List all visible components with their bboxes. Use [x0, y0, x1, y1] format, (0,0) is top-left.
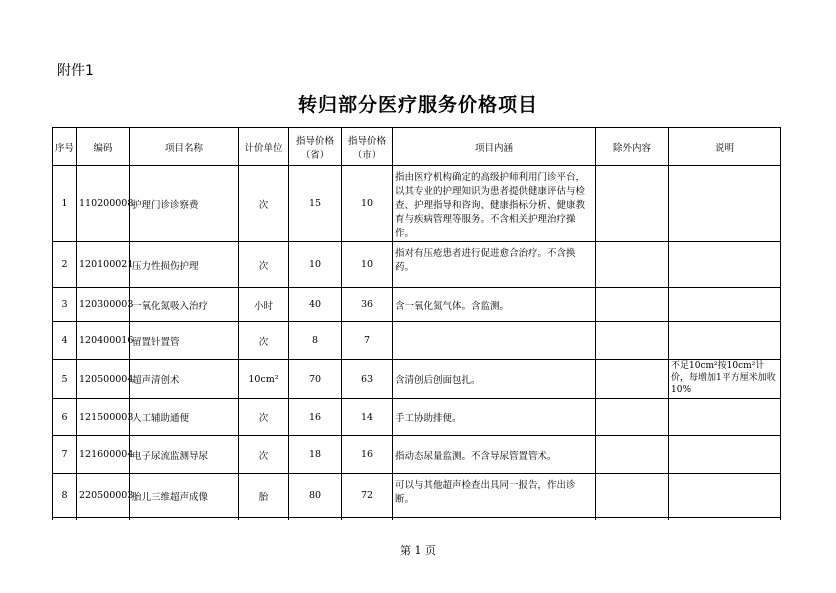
cell-unit: 次 — [239, 399, 289, 436]
cell-price-province: 8 — [289, 322, 342, 360]
cell-notes — [669, 474, 781, 518]
cell-unit: 次 — [239, 436, 289, 474]
cell-exclusions — [596, 399, 669, 436]
cell-notes — [669, 322, 781, 360]
cell-content: 含一氧化氮气体。含监测。 — [393, 288, 596, 322]
cell-seq: 4 — [53, 322, 77, 360]
cell-price-province: 80 — [289, 474, 342, 518]
header-code: 编码 — [77, 128, 130, 166]
cell-price-province: 40 — [289, 288, 342, 322]
cell-code: 120100021 — [77, 242, 130, 288]
cell-price-city: 16 — [342, 436, 393, 474]
header-exclusions: 除外内容 — [596, 128, 669, 166]
table-row — [53, 288, 781, 322]
cell-content: 含清创后创面包扎。 — [393, 360, 596, 399]
cell-price-city: 36 — [342, 288, 393, 322]
cell-name: 人工辅助通便 — [130, 399, 239, 436]
cell-content: 指由医疗机构确定的高级护师利用门诊平台，以其专业的护理知识为患者提供健康评估与检查、护理指导和咨询、健康指标分析、健康教育与疾病管理等服务。不含相关护理治疗操作。 — [393, 166, 596, 242]
cell-notes: 不足10cm²按10cm²计价，每增加1平方厘米加收10% — [669, 360, 781, 399]
cell-exclusions — [596, 166, 669, 242]
header-notes: 说明 — [669, 128, 781, 166]
cell-price-city: 10 — [342, 242, 393, 288]
table-row — [53, 436, 781, 474]
header-content: 项目内涵 — [393, 128, 596, 166]
cell-exclusions — [596, 288, 669, 322]
cell-code: 120400016 — [77, 322, 130, 360]
header-price-province: 指导价格（省） — [289, 128, 342, 166]
page-number: 第 1 页 — [400, 544, 436, 557]
cell-name: 压力性损伤护理 — [130, 242, 239, 288]
price-table — [52, 127, 781, 520]
cell-exclusions — [596, 436, 669, 474]
attachment-label: 附件1 — [57, 63, 94, 79]
cell-content: 指动态尿量监测。不含导尿管置管术。 — [393, 436, 596, 474]
cell-unit: 次 — [239, 322, 289, 360]
cell-seq: 6 — [53, 399, 77, 436]
table-row — [53, 399, 781, 436]
cell-seq: 2 — [53, 242, 77, 288]
cell-notes — [669, 166, 781, 242]
cell-price-city: 72 — [342, 474, 393, 518]
cell-unit: 10cm² — [239, 360, 289, 399]
cell-unit: 小时 — [239, 288, 289, 322]
document-title: 转归部分医疗服务价格项目 — [297, 94, 538, 116]
cell-seq: 8 — [53, 474, 77, 518]
cell-content: 手工协助排便。 — [393, 399, 596, 436]
cell-code: 220500003 — [77, 474, 130, 518]
table-cut-row — [53, 518, 781, 521]
header-price-city: 指导价格（市） — [342, 128, 393, 166]
table-row — [53, 242, 781, 288]
cell-unit: 次 — [239, 166, 289, 242]
cell-name: 超声清创术 — [130, 360, 239, 399]
cell-price-province: 16 — [289, 399, 342, 436]
cell-seq: 5 — [53, 360, 77, 399]
cell-notes — [669, 288, 781, 322]
cell-name: 胎儿三维超声成像 — [130, 474, 239, 518]
cell-seq: 7 — [53, 436, 77, 474]
cell-seq: 1 — [53, 166, 77, 242]
cell-notes — [669, 242, 781, 288]
cell-exclusions — [596, 474, 669, 518]
cell-code: 121500003 — [77, 399, 130, 436]
table-row — [53, 166, 781, 242]
cell-content — [393, 322, 596, 360]
cell-exclusions — [596, 322, 669, 360]
cell-price-city: 10 — [342, 166, 393, 242]
cell-price-province: 70 — [289, 360, 342, 399]
cell-code: 110200008 — [77, 166, 130, 242]
header-seq: 序号 — [53, 128, 77, 166]
cell-code: 120500004 — [77, 360, 130, 399]
cell-price-city: 7 — [342, 322, 393, 360]
table-row — [53, 322, 781, 360]
cell-seq: 3 — [53, 288, 77, 322]
cell-code: 120300003 — [77, 288, 130, 322]
cell-exclusions — [596, 242, 669, 288]
cell-code: 121600004 — [77, 436, 130, 474]
cell-name: 一氧化氮吸入治疗 — [130, 288, 239, 322]
cell-content: 指对有压疮患者进行促进愈合治疗。不含换药。 — [393, 242, 596, 288]
table-row — [53, 360, 781, 399]
cell-price-province: 18 — [289, 436, 342, 474]
cell-price-province: 15 — [289, 166, 342, 242]
table-header-row — [53, 128, 781, 166]
cell-content: 可以与其他超声检查出具同一报告，作出诊断。 — [393, 474, 596, 518]
header-unit: 计价单位 — [239, 128, 289, 166]
cell-unit: 胎 — [239, 474, 289, 518]
cell-exclusions — [596, 360, 669, 399]
cell-unit: 次 — [239, 242, 289, 288]
cell-name: 电子尿流监测导尿 — [130, 436, 239, 474]
cell-name: 留置针置管 — [130, 322, 239, 360]
cell-notes — [669, 436, 781, 474]
cell-price-city: 63 — [342, 360, 393, 399]
cell-price-province: 10 — [289, 242, 342, 288]
cell-price-city: 14 — [342, 399, 393, 436]
cell-name: 护理门诊诊察费 — [130, 166, 239, 242]
header-name: 项目名称 — [130, 128, 239, 166]
table-row — [53, 474, 781, 518]
cell-notes — [669, 399, 781, 436]
